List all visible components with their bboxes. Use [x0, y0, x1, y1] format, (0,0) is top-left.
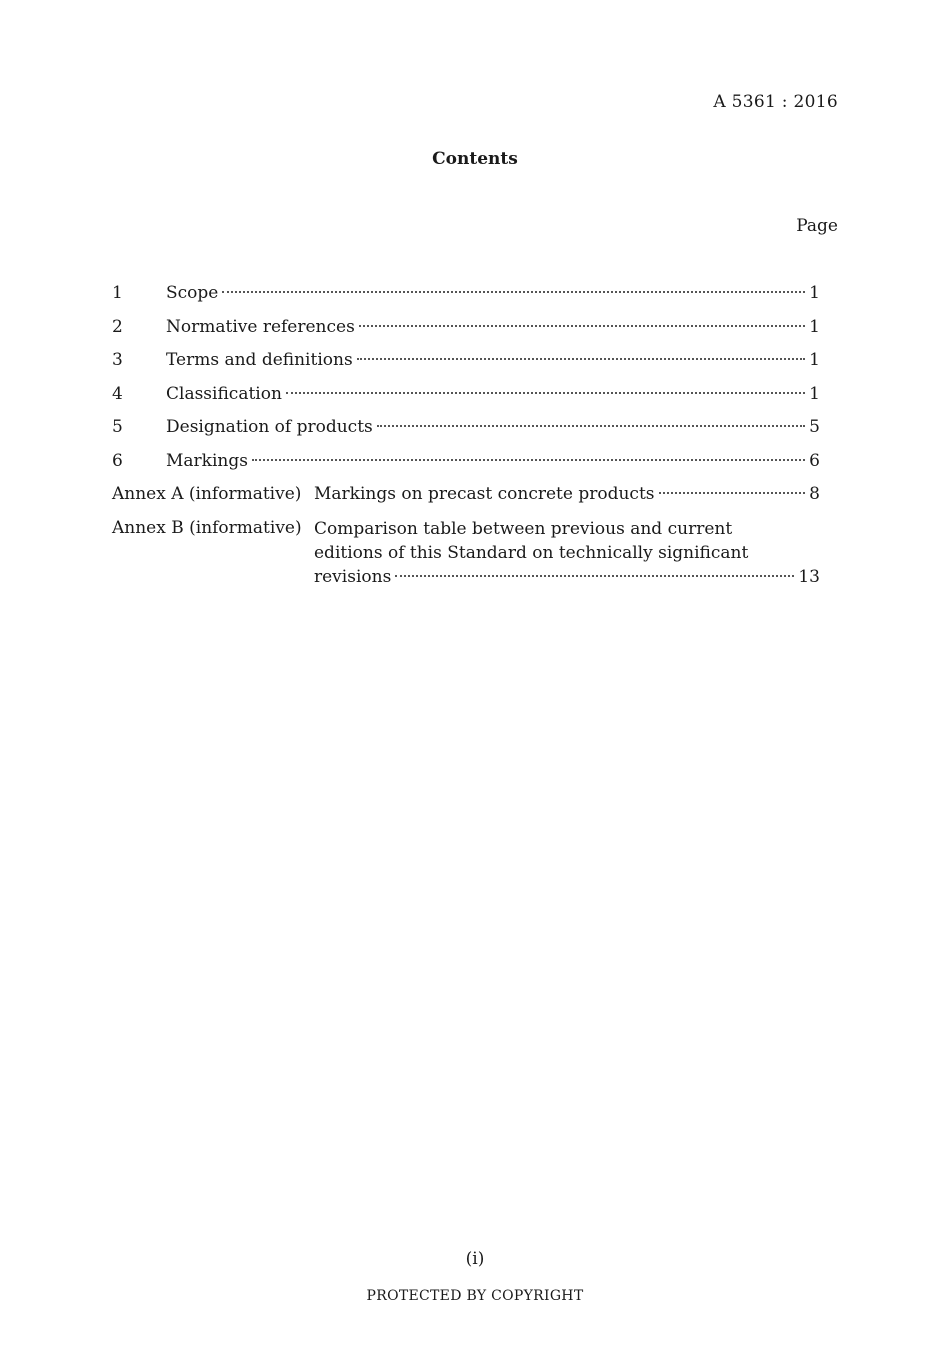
toc-entry-terms-and-definitions[interactable]	[112, 349, 820, 383]
toc-entry-markings[interactable]	[112, 450, 820, 484]
page-title: Contents	[432, 149, 518, 169]
toc-entry-page: 5	[809, 417, 820, 437]
toc-entry-page: 13	[798, 566, 820, 587]
toc-entry-designation-of-products[interactable]	[112, 416, 820, 450]
annex-name: Annex A (informative)	[112, 484, 302, 504]
annex-name: Annex B (informative)	[112, 517, 302, 538]
toc-entry-label: Terms and definitions	[166, 350, 353, 370]
toc-entry-label: Markings on precast concrete products	[314, 484, 655, 504]
dot-leader	[222, 291, 805, 293]
toc-entry-normative-references[interactable]	[112, 316, 820, 350]
dot-leader	[252, 459, 805, 461]
toc-entry-label-line: revisions	[314, 566, 392, 587]
table-of-contents	[112, 282, 820, 597]
dot-leader	[359, 325, 805, 327]
toc-entry-page: 1	[809, 316, 820, 337]
toc-entry-label: Normative references	[166, 316, 355, 337]
toc-entry-label: Markings	[166, 450, 248, 471]
page-number: (i)	[465, 1249, 485, 1269]
standard-identifier: A 5361 : 2016	[713, 92, 838, 112]
toc-entry-page: 6	[809, 450, 820, 471]
toc-entry-number: 3	[112, 350, 123, 370]
dot-leader	[357, 358, 806, 360]
toc-entry-page: 1	[809, 350, 820, 370]
copyright-notice: PROTECTED BY COPYRIGHT	[366, 1288, 584, 1304]
toc-entry-number: 5	[112, 417, 123, 437]
toc-entry-label-line: editions of this Standard on technically significant	[314, 542, 749, 563]
toc-entry-annex-a[interactable]	[112, 483, 820, 517]
toc-entry-number: 2	[112, 316, 123, 337]
dot-leader	[286, 392, 805, 394]
toc-entry-number: 1	[112, 283, 123, 303]
toc-entry-label-line: Comparison table between previous and current	[314, 518, 733, 539]
toc-entry-scope[interactable]	[112, 282, 820, 316]
dot-leader	[377, 425, 805, 427]
toc-entry-page: 1	[809, 283, 820, 303]
dot-leader	[659, 492, 806, 494]
toc-entry-page: 1	[809, 383, 820, 404]
toc-entry-page: 8	[809, 484, 820, 504]
page-column-label: Page	[796, 216, 838, 236]
toc-entry-label: Scope	[166, 283, 219, 303]
toc-entry-label: Classification	[166, 383, 282, 404]
toc-entry-label: Designation of products	[166, 417, 373, 437]
toc-entry-number: 4	[112, 383, 123, 404]
toc-entry-classification[interactable]	[112, 383, 820, 417]
dot-leader	[395, 575, 794, 577]
toc-entry-number: 6	[112, 450, 123, 471]
toc-entry-annex-b[interactable]	[112, 517, 820, 597]
